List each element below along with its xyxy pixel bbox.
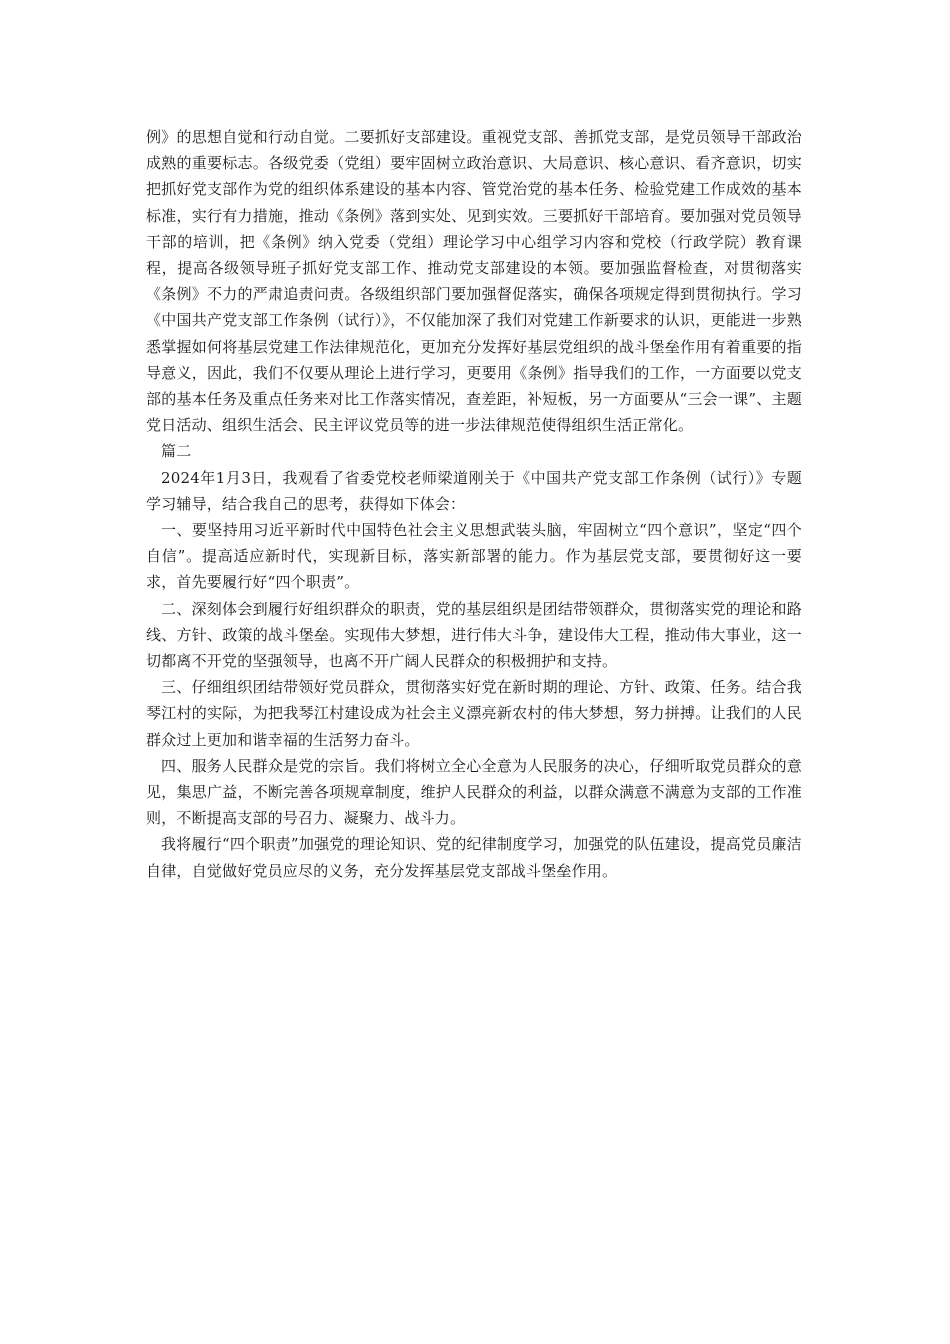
paragraph-point-4: 四、服务人民群众是党的宗旨。我们将树立全心全意为人民服务的决心，仔细听取党员群众的意见，集思广益，不断完善各项规章制度，维护人民群众的利益，以群众满意不满意为支部的工作准则，不断提高支部的号召力、凝聚力、战斗力。: [146, 756, 802, 828]
paragraph-point-1: 一、要坚持用习近平新时代中国特色社会主义思想武装头脑，牢固树立“四个意识”，坚定“四个自信”。提高适应新时代，实现新目标，落实新部署的能力。作为基层党支部，要贯彻好这一要求，首先要履行好“四个职责”。: [146, 521, 802, 592]
document-body: [146, 124, 802, 884]
paragraph-conclusion: 我将履行“四个职责”加强党的理论知识、党的纪律制度学习，加强党的队伍建设，提高党员廉洁自律，自觉做好党员应尽的义务，充分发挥基层党支部战斗堡垒作用。: [146, 835, 802, 880]
paragraph-intro: 2024年1月3日，我观看了省委党校老师梁道刚关于《中国共产党支部工作条例（试行）》专题学习辅导，结合我自己的思考，获得如下体会：: [146, 468, 802, 513]
paragraph-continuation: 例》的思想自觉和行动自觉。二要抓好支部建设。重视党支部、善抓党支部，是党员领导干部政治成熟的重要标志。各级党委（党组）要牢固树立政治意识、大局意识、核心意识、看齐意识，切实把抓好党支部作为党的组织体系建设的基本内容、管党治党的基本任务、检验党建工作成效的基本标准，实行有力措施，推动《条例》落到实处、见到实效。三要抓好干部培育。要加强对党员领导干部的培训，把《条例》纳入党委（党组）理论学习中心组学习内容和党校（行政学院）教育课程，提高各级领导班子抓好党支部工作、推动党支部建设的本领。要加强监督检查，对贯彻落实《条例》不力的严肃追责问责。各级组织部门要加强督促落实，确保各项规定得到贯彻执行。学习《中国共产党支部工作条例（试行）》，不仅能加深了我们对党建工作新要求的认识，更能进一步熟悉掌握如何将基层党建工作法律规范化，更加充分发挥好基层党组织的战斗堡垒作用有着重要的指导意义，因此，我们不仅要从理论上进行学习，更要用《条例》指导我们的工作，一方面要以党支部的基本任务及重点任务来对比工作落实情况，查差距，补短板，另一方面要从“三会一课”、主题党日活动、组织生活会、民主评议党员等的进一步法律规范使得组织生活正常化。: [146, 128, 802, 435]
paragraph-point-3: 三、仔细组织团结带领好党员群众，贯彻落实好党在新时期的理论、方针、政策、任务。结合我琴江村的实际，为把我琴江村建设成为社会主义漂亮新农村的伟大梦想，努力拼搏。让我们的人民群众过上更加和谐幸福的生活努力奋斗。: [146, 678, 802, 749]
section-heading: 篇二: [161, 442, 192, 461]
paragraph-point-2: 二、深刻体会到履行好组织群众的职责，党的基层组织是团结带领群众，贯彻落实党的理论和路线、方针、政策的战斗堡垒。实现伟大梦想，进行伟大斗争，建设伟大工程，推动伟大事业，这一切都离不开党的坚强领导，也离不开广阔人民群众的积极拥护和支持。: [146, 599, 802, 671]
